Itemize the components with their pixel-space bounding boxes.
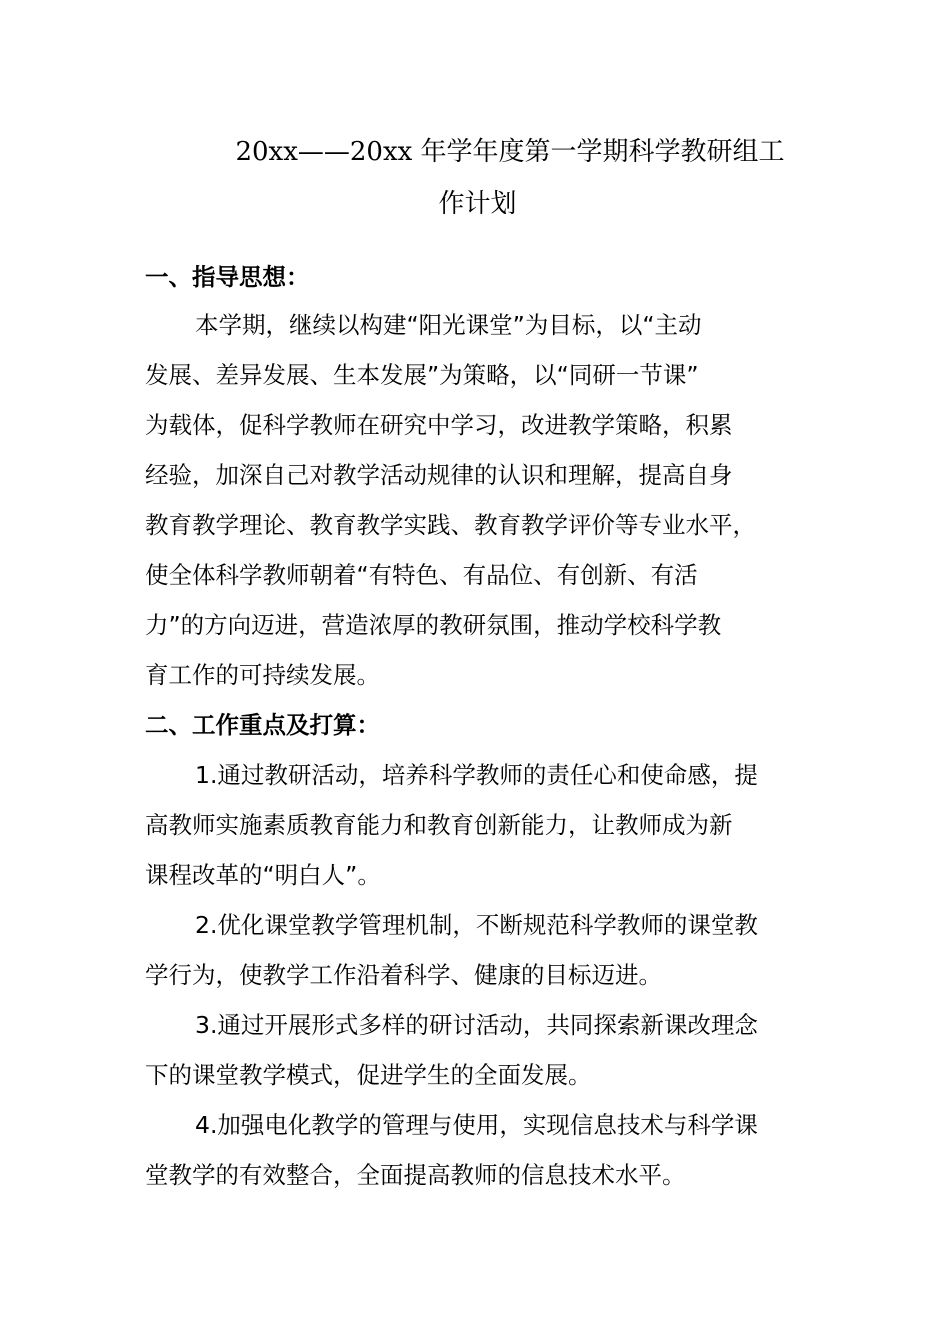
section-heading-work-focus: 二、工作重点及打算： bbox=[145, 711, 380, 739]
paragraph-line: 发展、差异发展、生本发展”为策略，以“同研一节课” bbox=[145, 361, 699, 389]
paragraph-line: 2.优化课堂教学管理机制，不断规范科学教师的课堂教 bbox=[195, 911, 758, 939]
paragraph-line: 堂教学的有效整合，全面提高教师的信息技术水平。 bbox=[145, 1161, 686, 1189]
paragraph-line: 学行为，使教学工作沿着科学、健康的目标迈进。 bbox=[145, 961, 662, 989]
work-item-3 bbox=[145, 1000, 810, 1100]
title-line: 20xx——20xx 年学年度第一学期科学教研组工 bbox=[235, 137, 785, 167]
paragraph-line: 为载体，促科学教师在研究中学习，改进教学策略，积累 bbox=[145, 411, 733, 439]
document-title bbox=[145, 126, 810, 230]
paragraph-line: 3.通过开展形式多样的研讨活动，共同探索新课改理念 bbox=[195, 1011, 758, 1039]
paragraph-line: 经验，加深自己对教学活动规律的认识和理解，提高自身 bbox=[145, 461, 733, 489]
section-heading-guiding-ideology: 一、指导思想： bbox=[145, 263, 310, 291]
paragraph-line: 下的课堂教学模式，促进学生的全面发展。 bbox=[145, 1061, 592, 1089]
paragraph-line: 育工作的可持续发展。 bbox=[145, 661, 380, 689]
work-item-1 bbox=[145, 750, 810, 900]
paragraph-line: 使全体科学教师朝着“有特色、有品位、有创新、有活 bbox=[145, 561, 698, 589]
paragraph-line: 高教师实施素质教育能力和教育创新能力，让教师成为新 bbox=[145, 811, 733, 839]
paragraph-line: 本学期，继续以构建“阳光课堂”为目标，以“主动 bbox=[195, 311, 702, 339]
paragraph-line: 课程改革的“明白人”。 bbox=[145, 861, 381, 889]
paragraph-line: 教育教学理论、教育教学实践、教育教学评价等专业水平， bbox=[145, 511, 756, 539]
paragraph-line: 4.加强电化教学的管理与使用，实现信息技术与科学课 bbox=[195, 1111, 758, 1139]
title-line: 作计划 bbox=[438, 189, 517, 219]
section-paragraph-guiding-ideology bbox=[145, 300, 810, 700]
paragraph-line: 力”的方向迈进，营造浓厚的教研氛围，推动学校科学教 bbox=[145, 611, 722, 639]
paragraph-line: 1.通过教研活动，培养科学教师的责任心和使命感，提 bbox=[195, 761, 758, 789]
work-item-4 bbox=[145, 1100, 810, 1200]
work-item-2 bbox=[145, 900, 810, 1000]
